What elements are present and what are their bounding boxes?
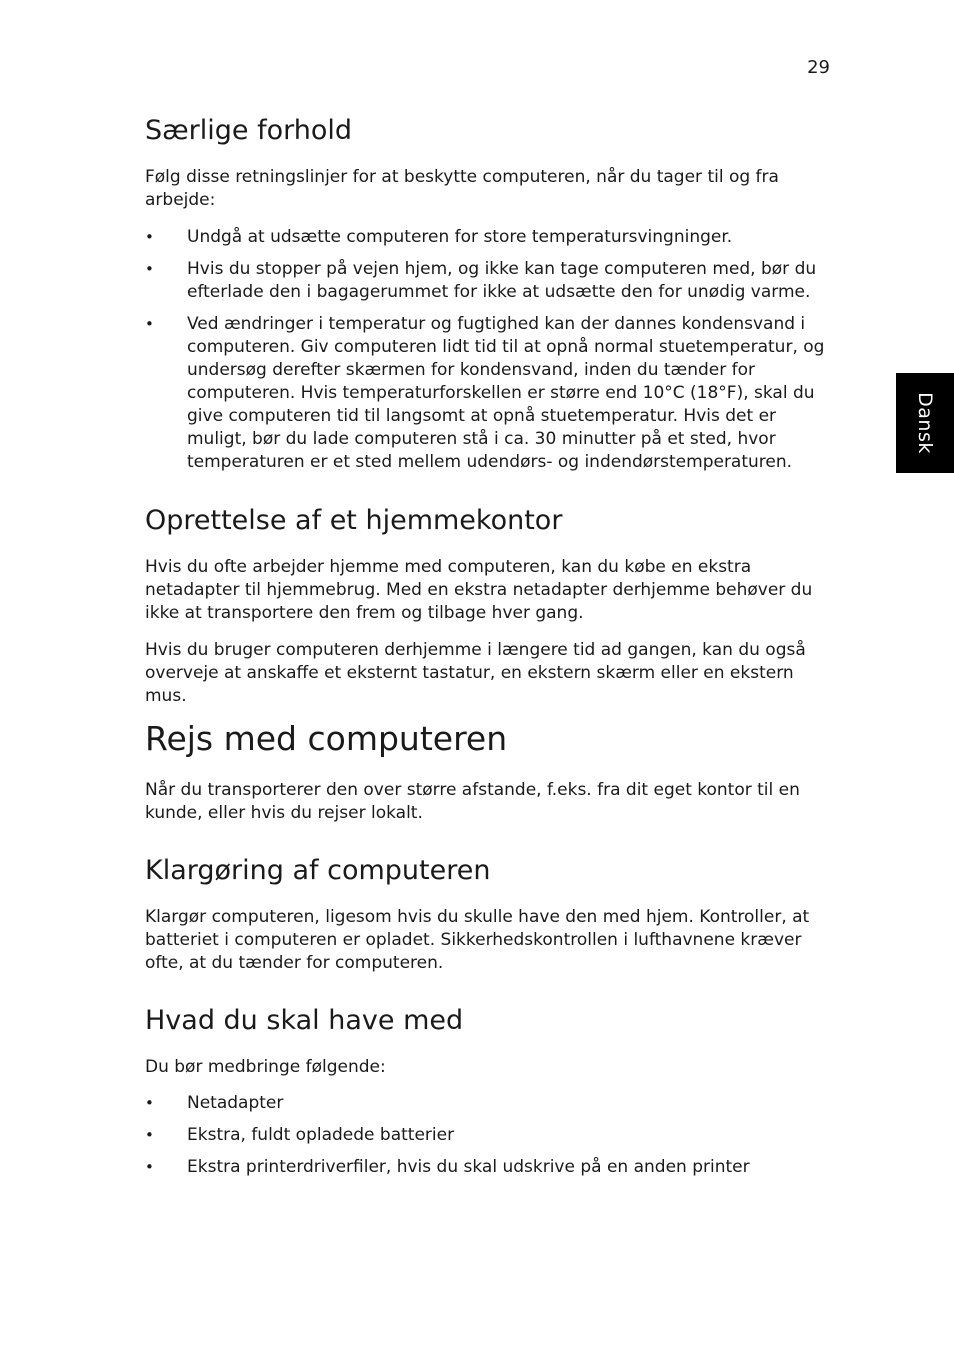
page-number: 29 xyxy=(807,57,830,78)
list-item-text: Ved ændringer i temperatur og fugtighed kan der dannes kondensvand i computeren. Giv computeren lidt tid til at opnå normal stuetemperatur, og undersøg derefter skærmen for kondensvand, inden du tænder for computeren. Hvis temperaturforskellen er større end 10°C (18°F), skal du give computeren tid til langsomt at opnå stuetemperatur. Hvis det er muligt, bør du lade computeren stå i ca. 30 minutter på et sted, hvor temperaturen er et sted mellem udendørs- og indendørstemperaturen. xyxy=(187,314,825,472)
bullet-list-medbringe xyxy=(145,1092,835,1179)
list-item-text: Ekstra printerdriverfiler, hvis du skal udskrive på en anden printer xyxy=(187,1157,750,1177)
paragraph-rejs: Når du transporterer den over større afstande, f.eks. fra dit eget kontor til en kunde, eller hvis du rejser lokalt. xyxy=(145,780,800,823)
bullet-icon: • xyxy=(145,315,154,333)
list-item-text: Ekstra, fuldt opladede batterier xyxy=(187,1125,455,1145)
heading-rejs-med-computeren: Rejs med computeren xyxy=(145,719,508,758)
list-item-text: Undgå at udsætte computeren for store temperatursvingninger. xyxy=(187,227,733,247)
heading-saerlige-forhold: Særlige forhold xyxy=(145,115,353,146)
paragraph-saerlige-intro: Følg disse retningslinjer for at beskytte computeren, når du tager til og fra arbejde: xyxy=(145,167,779,210)
bullet-icon: • xyxy=(145,1126,154,1144)
paragraph-medbringe-intro: Du bør medbringe følgende: xyxy=(145,1057,386,1077)
paragraph-hjemmekontor-1: Hvis du ofte arbejder hjemme med computeren, kan du købe en ekstra netadapter til hjemmebrug. Med en ekstra netadapter derhjemme behøver du ikke at transportere den frem og tilbage hver gang. xyxy=(145,557,813,623)
bullet-icon: • xyxy=(145,260,154,278)
list-item xyxy=(145,226,835,249)
list-item-text: Hvis du stopper på vejen hjem, og ikke kan tage computeren med, bør du efterlade den i bagagerummet for ikke at udsætte den for unødig varme. xyxy=(187,259,817,302)
list-item xyxy=(145,1156,835,1179)
language-tab xyxy=(896,373,954,473)
heading-hvad-du-skal-have-med: Hvad du skal have med xyxy=(145,1005,464,1036)
list-item-text: Netadapter xyxy=(187,1093,284,1113)
heading-hjemmekontor: Oprettelse af et hjemmekontor xyxy=(145,505,563,536)
list-item xyxy=(145,1124,835,1147)
paragraph-klargoering: Klargør computeren, ligesom hvis du skulle have den med hjem. Kontroller, at batteriet i computeren er opladet. Sikkerhedskontrollen i lufthavnene kræver ofte, at du tænder for computeren. xyxy=(145,907,810,973)
bullet-list-saerlige xyxy=(145,226,835,474)
bullet-icon: • xyxy=(145,1094,154,1112)
bullet-icon: • xyxy=(145,228,154,246)
list-item xyxy=(145,1092,835,1115)
heading-klargoering: Klargøring af computeren xyxy=(145,855,491,886)
language-tab-label: Dansk xyxy=(914,392,936,454)
list-item xyxy=(145,258,835,304)
paragraph-hjemmekontor-2: Hvis du bruger computeren derhjemme i længere tid ad gangen, kan du også overveje at anskaffe et eksternt tastatur, en ekstern skærm eller en ekstern mus. xyxy=(145,640,806,706)
list-item xyxy=(145,313,835,474)
bullet-icon: • xyxy=(145,1158,154,1176)
